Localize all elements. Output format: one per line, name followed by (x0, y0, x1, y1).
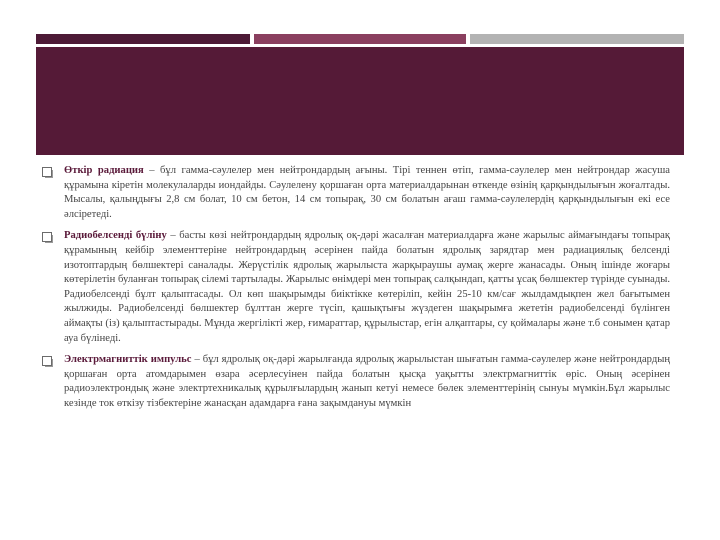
slide-content (40, 164, 670, 419)
square-bullet-icon (42, 167, 52, 177)
item-paragraph (64, 229, 670, 346)
square-bullet-icon (42, 232, 52, 242)
item-term: Электрмагниттік импульс (64, 354, 192, 366)
title-band (36, 47, 684, 155)
decorative-top-bars (36, 34, 684, 44)
list-item-radioactive-contamination (40, 229, 670, 346)
item-term: Өткір радиация (64, 165, 144, 176)
list-item-electromagnetic-pulse (40, 353, 670, 411)
item-description: – бұл гамма-сәулелер мен нейтрондардың ағыны. Тірі теннен өтіп, гамма-сәулелер мен нейтрондар жасуша құрамына кіретін молекулаларды иондайды. Сәулелену қоршаған орта материалдарынан өткенде өзінің қарқындылығын жоғалтады. Мысалы, қалыңдығы 2,8 см болат, 10 см бетон, 14 см топырақ, 30 см болатын ағаш гамма-сәулелердің қарқындылығын екі есе әлсіретеді. (64, 165, 670, 220)
item-description: – бұл ядролық оқ-дәрі жарылғанда ядролық жарылыстан шығатын гамма-сәулелер және нейтрондардың қоршаған орта атомдарымен өзара әсерлесуінен пайда болатын қысқа уақытты электрмагниттік өріс. Оның әсерінен радиоэлектрондық және электртехникалық құрылғылардың жанып кетуі немесе бөлек элементтерінің сынуы мүмкін.Бұл жарылыс кезінде ток өткізу тізбектеріне жанасқан адамдарға ғана зақымдануы мүмкін (64, 354, 671, 409)
item-paragraph (64, 353, 670, 411)
decor-bar-left (36, 34, 250, 44)
square-bullet-icon (42, 356, 52, 366)
list-item-acute-radiation (40, 164, 670, 222)
decor-bar-middle (254, 34, 466, 44)
item-description: – басты көзі нейтрондардың ядролық оқ-дәрі жасалған материалдарға және жарылыс аймағындағы топырақ құрамының кейбір элементтеріне нейтрондардың әсерінен пайда болатын ядролық зарядтар мен радиациялық белсенді изотоптардың бөлшектері саналады. Жерүстілік ядролық жарылыста жарқыраушы аумақ жерге жанасады. Оның ішінде жоғары көтерілетін буланған топырақ сілемі тартылады. Жарылыс өнімдері мен топырақ салқындап, қатты ұсақ бөлшектер түрінде суынады. Радиобелсенді бұлт қалыптасады. Ол көп шақырымды биіктікке көтеріліп, кейін 25-10 км/сағ жылдамдықпен жел бағытымен жылжиды. Радиобелсенді бөлшектер бұлттан жерге түсіп, қашықтығы жүздеген шақырымға жететін радиобелсенді бүлінген аймақты (із) қалыптастырады. Мұнда жергілікті жер, ғимараттар, құрылыстар, егін алқаптары, су қоймалары және т.б сонымен қатар ауа бүлінеді. (64, 230, 670, 344)
decor-bar-right (470, 34, 684, 44)
item-paragraph (64, 164, 670, 222)
item-term: Радиобелсенді бүліну (64, 230, 167, 242)
